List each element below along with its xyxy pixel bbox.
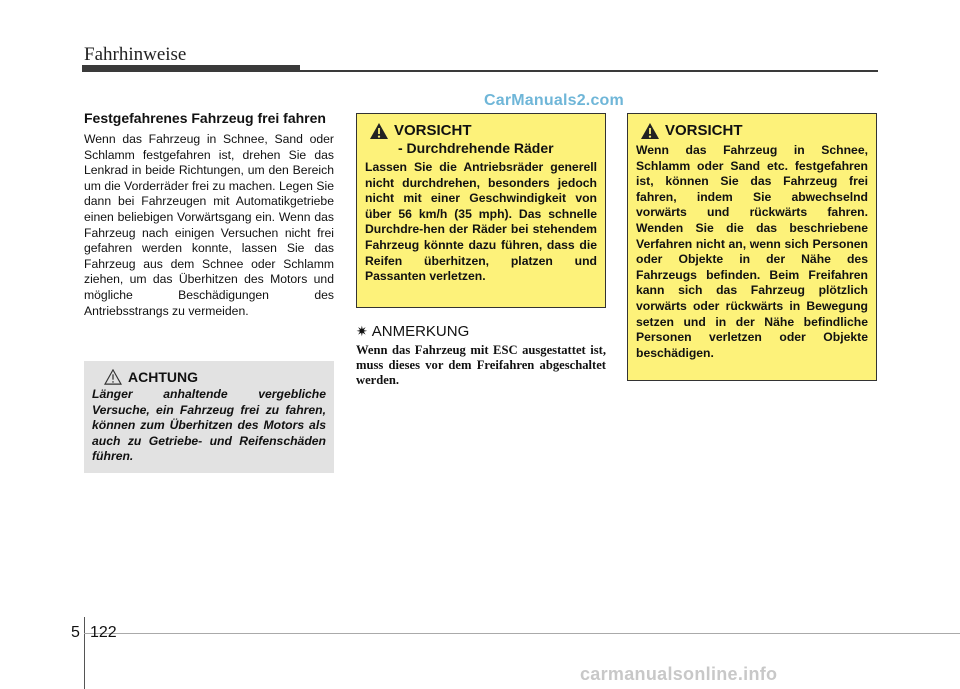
achtung-text: Länger anhaltende vergebliche Versuche, ein Fahrzeug frei zu fahren, können zum Überhitzen des Motors als auch zu Getriebe- und Reifenschäden führen.	[92, 387, 326, 464]
warning-triangle-filled-icon	[369, 122, 389, 140]
page-number: 122	[90, 624, 117, 641]
vorsicht-title: VORSICHT	[394, 122, 472, 139]
vorsicht-title: VORSICHT	[665, 122, 743, 139]
warning-triangle-filled-icon	[640, 122, 660, 140]
anmerkung-header	[356, 323, 606, 340]
section-stuck-vehicle	[84, 110, 334, 319]
vorsicht-header	[640, 122, 868, 140]
footer-divider-vertical	[84, 617, 85, 689]
anmerkung-title: ANMERKUNG	[371, 323, 470, 340]
achtung-box	[84, 361, 334, 473]
vorsicht-text: Wenn das Fahrzeug in Schnee, Schlamm oder Sand etc. festgefahren ist, können Sie das Fahrzeug frei fahren, indem Sie abwechselnd vorwärts und rückwärts fahren. Wenden Sie die das beschriebene Verfahren nicht an, wenn sich Personen oder Objekte in der Nähe des Fahrzeugs befinden. Beim Freifahren kann sich das Fahrzeug plötzlich vorwärts oder rückwärts in Bewegung setzen und in der Nähe befindliche Personen verletzen oder Objekte beschädigen.	[636, 143, 868, 360]
anmerkung-note	[356, 323, 606, 388]
vorsicht-header	[369, 122, 597, 140]
watermark-bottom: carmanualsonline.info	[580, 664, 778, 684]
section-title: Festgefahrenes Fahrzeug frei fahren	[84, 110, 326, 126]
anmerkung-text: Wenn das Fahrzeug mit ESC ausgestattet ist, muss dieses vor dem Freifahren abgeschaltet werden.	[356, 343, 606, 387]
vorsicht-box-rocking	[627, 113, 877, 381]
vorsicht-box-wheels	[356, 113, 606, 308]
page-header-title: Fahrhinweise	[84, 44, 187, 65]
header-rule-thin	[300, 70, 878, 72]
warning-triangle-outline-icon	[104, 369, 122, 385]
header-rule-thick	[82, 65, 300, 72]
chapter-number: 5	[71, 624, 80, 641]
star-icon: ✷	[356, 323, 368, 339]
achtung-header	[104, 369, 326, 385]
footer-divider-horizontal	[84, 633, 960, 634]
vorsicht-subtitle: - Durchdrehende Räder	[398, 140, 554, 156]
vorsicht-text: Lassen Sie die Antriebsräder generell nicht durchdrehen, besonders jedoch nicht mit einer Geschwindigkeit von über 56 km/h (35 mph). Das schnelle Durchdre-hen der Räder bei stehendem Fahrzeug könnte dazu führen, dass die Reifen überhitzen, platzen und Passanten verletzen.	[365, 160, 597, 284]
watermark-top: CarManuals2.com	[484, 92, 624, 109]
section-body: Wenn das Fahrzeug in Schnee, Sand oder Schlamm festgefahren ist, drehen Sie das Lenkrad in beide Richtungen, um den Bereich um die Vorderräder frei zu machen. Legen Sie dann bei Fahrzeugen mit Automatikgetriebe einen beliebigen Vorwärtsgang ein. Wenn das Fahrzeug nach einigen Versuchen nicht frei gefahren werden konnte, lassen Sie das Fahrzeug aus dem Schnee oder Schlamm ziehen, um das Überhitzen des Motors und mögliche Beschädigungen des Antriebsstrangs zu vermeiden.	[84, 132, 334, 318]
achtung-title: ACHTUNG	[128, 369, 198, 385]
